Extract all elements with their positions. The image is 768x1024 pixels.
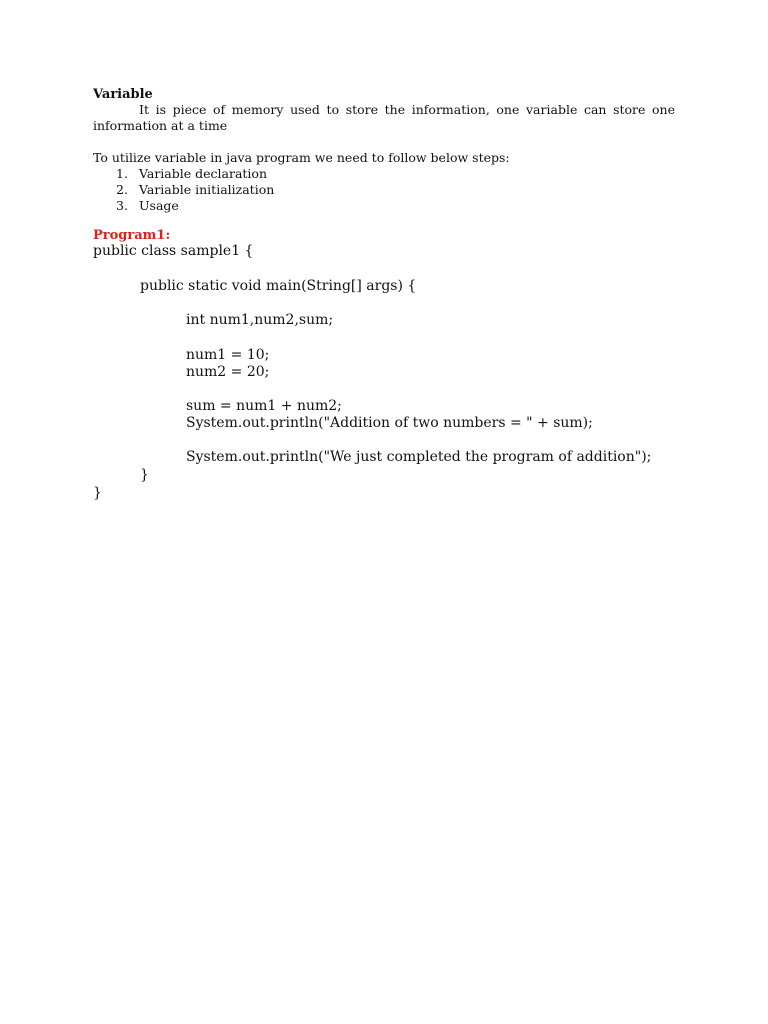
steps-list <box>93 166 274 214</box>
list-item <box>93 166 274 182</box>
list-item-number: 1. <box>116 166 128 181</box>
code-line: public static void main(String[] args) { <box>140 278 417 294</box>
list-item <box>93 182 274 198</box>
code-line: System.out.println("We just completed the program of addition"); <box>186 449 652 465</box>
list-item-text: Variable declaration <box>139 166 268 181</box>
code-line: System.out.println("Addition of two numbers = " + sum); <box>186 415 593 431</box>
code-line: } <box>93 485 102 501</box>
code-line: num2 = 20; <box>186 364 270 380</box>
list-item-number: 3. <box>116 198 128 213</box>
list-item-text: Variable initialization <box>139 182 275 197</box>
code-line: int num1,num2,sum; <box>186 312 334 328</box>
list-item-text: Usage <box>139 198 179 213</box>
list-item <box>93 198 274 214</box>
list-item-number: 2. <box>116 182 128 197</box>
definition-paragraph: It is piece of memory used to store the information, one variable can store one information at a time <box>93 102 675 133</box>
code-line: } <box>140 467 149 483</box>
program-title: Program1: <box>93 228 171 243</box>
steps-intro: To utilize variable in java program we need to follow below steps: <box>93 150 510 165</box>
code-line: public class sample1 { <box>93 243 254 259</box>
code-line: sum = num1 + num2; <box>186 398 342 414</box>
code-line: num1 = 10; <box>186 347 270 363</box>
section-heading: Variable <box>93 87 153 102</box>
